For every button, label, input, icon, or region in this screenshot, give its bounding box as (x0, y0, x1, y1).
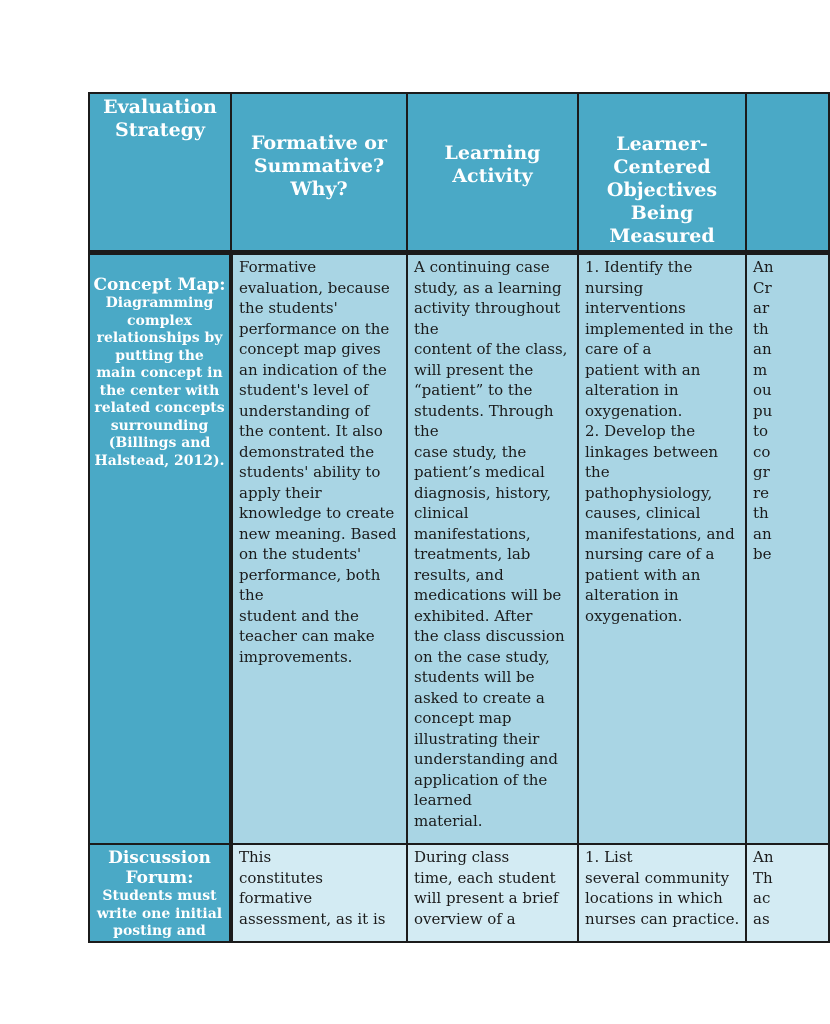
text-line: to (753, 422, 769, 440)
text-line: nurses can practice. (585, 909, 740, 928)
text-line: an indication of the (239, 360, 387, 379)
text-line: This (239, 848, 272, 866)
text-line: patient’s medical (414, 463, 545, 481)
text-line: 1. List (585, 848, 633, 866)
text-line: interventions (585, 299, 686, 317)
text-line: the (414, 422, 439, 440)
text-line: During class (414, 848, 510, 866)
text-line: ac (753, 889, 771, 907)
objectives-cell (578, 844, 746, 942)
text-line: apply their (239, 483, 322, 502)
text-line: oxygenation. (585, 401, 683, 420)
text-line: the center with (99, 382, 220, 399)
text-line: Forum: (125, 868, 194, 888)
text-line: m (753, 360, 768, 379)
text-line: 1. Identify the (585, 258, 693, 276)
strategy-description (92, 295, 227, 470)
text-line: time, each student (414, 868, 556, 887)
text-line: performance, both (239, 565, 381, 584)
text-line: putting the (115, 347, 204, 364)
column-5-cell-clipped (746, 253, 829, 845)
text-line: material. (414, 811, 483, 830)
text-line: content of the class, (414, 340, 568, 358)
text-line: application of the (414, 770, 548, 789)
learning-activity-cell (407, 844, 578, 942)
strategy-title (92, 848, 227, 888)
text-line: linkages between (585, 442, 718, 461)
text-line: ou (753, 381, 772, 399)
strategy-title: Concept Map: (93, 275, 226, 295)
header-formative-or-summative: Formative or Summative? Why? (231, 93, 407, 253)
objectives-cell (578, 253, 746, 845)
text-line: the students' (239, 299, 338, 317)
text-line: patient with an (585, 565, 701, 584)
text-line: th (753, 319, 769, 338)
text-line: learned (414, 791, 472, 809)
text-line: performance on the (239, 319, 390, 338)
header-column-5-clipped (746, 93, 829, 253)
header-learning-activity: Learning Activity (407, 93, 578, 253)
text-line: diagnosis, history, (414, 483, 551, 502)
text-line: concept map gives (239, 340, 381, 358)
text-line: “patient” to the (414, 381, 533, 399)
text-line: be (753, 545, 772, 563)
text-line: formative (239, 889, 313, 907)
table-header-row (89, 93, 829, 253)
table-row (89, 253, 829, 845)
text-line: write one initial (96, 905, 223, 922)
text-line: Cr (753, 278, 772, 297)
text-line: patient with an (585, 360, 701, 379)
text-line: complex (126, 312, 193, 329)
text-line: on the case study, (414, 647, 550, 666)
text-line: implemented in the (585, 319, 734, 338)
text-line: an (753, 524, 772, 543)
text-line: the class discussion (414, 627, 565, 645)
text-line: assessment, as it is (239, 909, 386, 928)
text-line: activity throughout (414, 299, 561, 317)
text-line: student and the (239, 606, 359, 625)
text-line: medications will be (414, 586, 562, 604)
text-line: the (239, 586, 264, 604)
text-line: improvements. (239, 647, 353, 666)
text-line: students' ability to (239, 463, 381, 481)
text-line: asked to create a (414, 688, 545, 707)
text-line: students will be (414, 668, 535, 686)
strategy-description (92, 888, 227, 941)
text-line: Students must (102, 888, 217, 904)
text-line: Th (753, 868, 773, 887)
text-line: on the students' (239, 545, 362, 563)
text-line: several community (585, 868, 730, 887)
text-line: manifestations, (414, 524, 531, 543)
text-line: nursing (585, 278, 644, 297)
text-line: main concept in (96, 365, 223, 381)
text-line: pu (753, 401, 773, 420)
text-line: new meaning. Based (239, 524, 397, 543)
text-line: An (753, 848, 774, 866)
text-line: posting and (113, 923, 206, 939)
text-line: Diagramming (105, 295, 214, 311)
text-line: (Billings and (108, 435, 211, 451)
text-line: knowledge to create (239, 504, 395, 522)
text-line: the (585, 463, 610, 481)
text-line: an (753, 340, 772, 358)
text-line: An (753, 258, 774, 276)
text-line: exhibited. After (414, 606, 533, 625)
text-line: treatments, lab (414, 545, 531, 563)
text-line: ar (753, 299, 770, 317)
text-line: the content. It also (239, 422, 383, 440)
text-line: related concepts (94, 400, 225, 416)
text-line: constitutes (239, 868, 323, 887)
table-row (89, 844, 829, 942)
text-line: overview of a (414, 909, 516, 928)
text-line: th (753, 504, 769, 522)
text-line: student's level of (239, 381, 369, 399)
text-line: case study, the (414, 442, 527, 461)
text-line: A continuing case (414, 258, 550, 276)
text-line: Discussion (108, 848, 211, 868)
text-line: locations in which (585, 889, 723, 907)
text-line: understanding of (239, 401, 370, 420)
evaluation-strategy-table (88, 92, 830, 943)
text-line: students. Through (414, 401, 554, 420)
text-line: teacher can make (239, 627, 375, 645)
text-line: gr (753, 463, 770, 481)
text-line: will present the (414, 360, 534, 379)
text-line: alteration in (585, 381, 679, 399)
text-line: pathophysiology, (585, 483, 713, 502)
text-line: concept map (414, 709, 512, 727)
text-line: illustrating their (414, 729, 540, 748)
text-line: co (753, 442, 771, 461)
text-line: study, as a learning (414, 278, 562, 297)
text-line: evaluation, because (239, 278, 390, 297)
text-line: surrounding (110, 417, 209, 434)
column-5-cell-clipped (746, 844, 829, 942)
text-line: nursing care of a (585, 545, 715, 563)
text-line: will present a brief (414, 889, 559, 907)
text-line: 2. Develop the (585, 422, 696, 440)
text-line: the (414, 319, 439, 338)
text-line: alteration in (585, 586, 679, 604)
text-line: clinical (414, 504, 469, 522)
strategy-cell-discussion-forum (89, 844, 231, 942)
text-line: Halstead, 2012). (94, 452, 225, 469)
text-line: causes, clinical (585, 504, 701, 522)
strategy-cell-concept-map (89, 253, 231, 845)
text-line: understanding and (414, 750, 558, 768)
text-line: results, and (414, 565, 504, 584)
text-line: oxygenation. (585, 606, 683, 625)
formative-cell (231, 253, 407, 845)
text-line: relationships by (96, 330, 223, 346)
header-learner-centered-objectives: Learner- Centered Objectives Being Measured (578, 93, 746, 253)
text-line: as (753, 909, 770, 928)
learning-activity-cell (407, 253, 578, 845)
text-line: care of a (585, 340, 652, 358)
text-line: Formative (239, 258, 317, 276)
header-evaluation-strategy: Evaluation Strategy (89, 93, 231, 253)
text-line: manifestations, and (585, 524, 735, 543)
text-line: re (753, 483, 770, 502)
formative-cell (231, 844, 407, 942)
text-line: demonstrated the (239, 442, 375, 461)
